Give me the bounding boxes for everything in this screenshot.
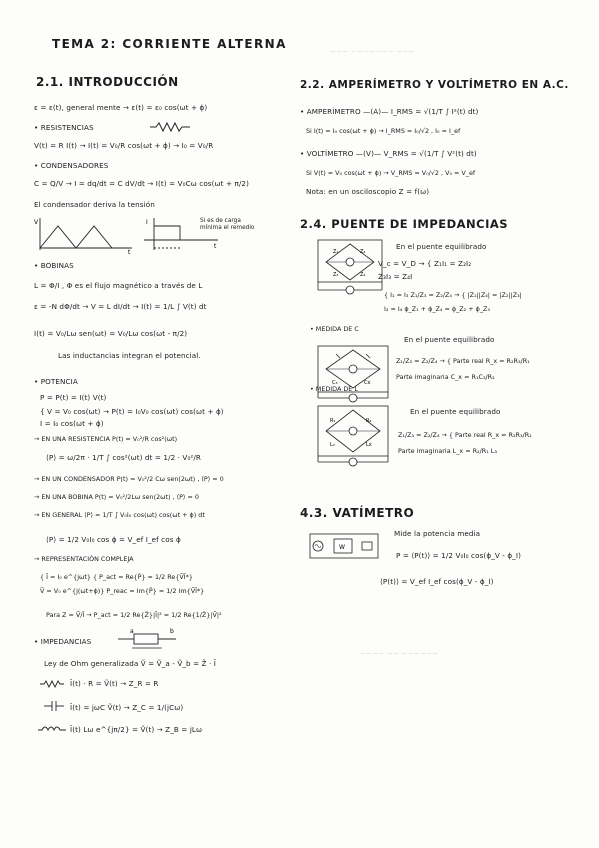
resistor-symbol-small <box>40 680 64 688</box>
svg-text:V: V <box>34 219 39 226</box>
capacitor-symbol-small <box>44 700 64 712</box>
text-line: ε = ε(t), general mente → ε(t) = ε₀ cos(ωt + ϕ) <box>34 103 208 112</box>
section-heading-intro: 2.1. INTRODUCCIÓN <box>36 75 179 89</box>
bleed-through-mark: ~~~~ ~~ ~~~~~~ <box>360 649 439 658</box>
text-line: • POTENCIA <box>34 377 78 386</box>
formula-line: I₂ = I₄ ϕ_Z₁ + ϕ_Z₄ = ϕ_Z₂ + ϕ_Z₃ <box>384 305 490 313</box>
svg-text:a: a <box>130 628 134 635</box>
formula-line: { I₁ = I₃ Z₁/Z₃ = Z₂/Z₄ → { |Z₁||Z₄| = |Z₂||Z₃| <box>384 291 522 299</box>
formula-line: { Ĩ = I₀ e^{jωt} { P_act = Re{P̃} = 1/2 Re{ṼĨ*} <box>40 573 193 581</box>
formula-line: C = Q/V → I = dq/dt = C dV/dt → I(t) = V₀Cω cos(ωt + π/2) <box>34 179 250 188</box>
formula-line: I = I₀ cos(ωt + ϕ) <box>40 419 104 428</box>
svg-text:Cx: Cx <box>364 380 371 386</box>
svg-text:Z₂: Z₂ <box>360 249 366 255</box>
formula-line: Ṽ = V₀ e^{j(ωt+ϕ)} P_reac = Im{P̃} = 1/2 Im{ṼĨ*} <box>40 587 205 595</box>
text-line: Nota: en un osciloscopio Z = f(ω) <box>306 187 430 196</box>
formula-line: Ley de Ohm generalizada Ṽ = Ṽ_a - Ṽ_b = Z̃ · Ĩ <box>44 659 216 668</box>
formula-line: { V = V₀ cos(ωt) → P(t) = I₀V₀ cos(ωt) cos(ωt + ϕ) <box>40 407 224 416</box>
formula-line: ε = -N dΦ/dt → V = L dI/dt → I(t) = 1/L ∫ V(t) dt <box>34 302 207 311</box>
svg-text:Z₁: Z₁ <box>333 249 339 255</box>
section-heading-ammeter-voltmeter: 2.2. AMPERÍMETRO Y VOLTÍMETRO EN A.C. <box>300 79 569 91</box>
formula-line: ⟨P⟩ = 1/2 V₀I₀ cos ϕ = V_ef I_ef cos ϕ <box>46 535 181 544</box>
formula-line: Si I(t) = I₀ cos(ωt + ϕ) → I_RMS = I₀/√2 , I₀ = I_ef <box>306 127 461 135</box>
formula-line: V_c = V_D → { Z₁I₁ = Z₂I₂ <box>378 259 472 268</box>
text-line: • MEDIDA DE C <box>310 325 359 333</box>
svg-text:b: b <box>170 628 174 635</box>
impedance-bridge-diagram <box>316 236 386 300</box>
svg-text:Z₃: Z₃ <box>333 272 339 278</box>
formula-line: Parte imaginaria C_x = R₁C₃/R₂ <box>396 373 495 381</box>
formula-line: Para Z = Ṽ/Ĩ → P_act = 1/2 Re{Z̃}|Ĩ|² = 1/2 Re{1/Z̃}|Ṽ|² <box>46 611 222 619</box>
formula-line: Si V(t) = V₀ cos(ωt + ϕ) → V_RMS = V₀/√2 , V₀ = V_ef <box>306 169 476 177</box>
svg-text:t: t <box>128 249 131 254</box>
formula-line: Z₁/Z₃ = Z₂/Z₄ → { Parte real R_x = R₂R₃/R₁ <box>398 431 532 439</box>
capacitance-bridge-diagram <box>316 340 392 406</box>
text-line: El condensador deriva la tensión <box>34 200 155 209</box>
formula-line: • AMPERÍMETRO —(A)— I_RMS = √(1/T ∫ I²(t) dt) <box>300 107 479 116</box>
coil-symbol-small <box>38 724 66 734</box>
page-title: TEMA 2: CORRIENTE ALTERNA <box>52 37 287 51</box>
formula-line: → EN UNA BOBINA P(t) = V₀²/2Lω sen(2ωt) , ⟨P⟩ = 0 <box>34 493 199 501</box>
text-line: • RESISTENCIAS <box>34 123 94 132</box>
formula-line: Z₁/Z₃ = Z₂/Z₄ → { Parte real R_x = R₂R₃/R₁ <box>396 357 530 365</box>
svg-text:C₃: C₃ <box>332 380 338 386</box>
formula-line: Ĩ(t) · R = Ṽ(t) → Z_R = R <box>70 679 159 688</box>
text-line: En el puente equilibrado <box>396 242 487 251</box>
text-line: L = Φ/I , Φ es el flujo magnético a través de L <box>34 281 203 290</box>
svg-text:t: t <box>214 243 217 250</box>
text-line: • MEDIDA DE L <box>310 385 358 393</box>
text-line: Las inductancias integran el potencial. <box>58 351 201 360</box>
section-heading-bridge: 2.4. PUENTE DE IMPEDANCIAS <box>300 217 509 231</box>
formula-line: I(t) = V₀/Lω sen(ωt) = V₀/Lω cos(ωt - π/2) <box>34 329 188 338</box>
formula-line: P = ⟨P(t)⟩ = 1/2 V₀I₀ cos(ϕ_V - ϕ_I) <box>396 551 521 560</box>
formula-line: Parte imaginaria L_x = R₂/R₁ L₃ <box>398 447 497 455</box>
side-note: Si es de carga mínima el remedio <box>200 218 255 231</box>
formula-line: Z₃I₃ = Z₄I <box>378 272 413 281</box>
text-line: • CONDENSADORES <box>34 161 109 170</box>
formula-line: ⟨P⟩ = ω/2π · 1/T ∫ cos²(ωt) dt = 1/2 · V₀²/R <box>46 453 202 462</box>
formula-line: P = P(t) = I(t) V(t) <box>40 393 107 402</box>
formula-line: Ĩ(t) = jωC Ṽ(t) → Z_C = 1/(jCω) <box>70 703 184 712</box>
text-line: • IMPEDANCIAS <box>34 637 92 646</box>
svg-text:R₁: R₁ <box>330 418 336 424</box>
formula-line: • VOLTÍMETRO —(V)— V_RMS = √(1/T ∫ V²(t) dt) <box>300 149 477 158</box>
svg-text:Z₄: Z₄ <box>360 272 366 278</box>
text-line: En el puente equilibrado <box>404 335 495 344</box>
impedance-box-symbol <box>118 628 178 650</box>
wattmeter-diagram <box>308 528 382 564</box>
svg-text:W: W <box>339 544 345 551</box>
formula-line: V(t) = R I(t) → I(t) = V₀/R cos(ωt + ϕ) → I₀ = V₀/R <box>34 141 214 150</box>
text-line: En el puente equilibrado <box>410 407 501 416</box>
svg-text:L₃: L₃ <box>330 442 335 448</box>
resistor-symbol <box>150 122 190 132</box>
svg-text:I: I <box>146 219 148 226</box>
formula-line: → EN UN CONDENSADOR P(t) = V₀²/2 Cω sen(2ωt) , ⟨P⟩ = 0 <box>34 475 224 483</box>
formula-line: Ĩ(t) Lω e^{jπ/2} = Ṽ(t) → Z_B = jLω <box>70 725 203 734</box>
svg-text:Lx: Lx <box>366 442 372 448</box>
triangle-wave-graph <box>34 214 134 254</box>
formula-line: ⟨P(t)⟩ = V_ef I_ef cos(ϕ_V - ϕ_I) <box>380 577 494 586</box>
text-line: → REPRESENTACIÓN COMPLEJA <box>34 555 134 563</box>
text-line: Mide la potencia media <box>394 529 481 538</box>
inductance-bridge-diagram <box>316 400 392 472</box>
formula-line: → EN UNA RESISTENCIA P(t) = V₀²/R cos²(ωt) <box>34 435 178 443</box>
text-line: • BOBINAS <box>34 261 74 270</box>
section-heading-wattmeter: 4.3. VATÍMETRO <box>300 506 415 520</box>
bleed-through-mark: ~~~ ~~~~~~~ ~~~ <box>330 47 415 56</box>
svg-text:R₂: R₂ <box>366 418 372 424</box>
formula-line: → EN GENERAL ⟨P⟩ = 1/T ∫ V₀I₀ cos(ωt) cos(ωt + ϕ) dt <box>34 511 205 519</box>
